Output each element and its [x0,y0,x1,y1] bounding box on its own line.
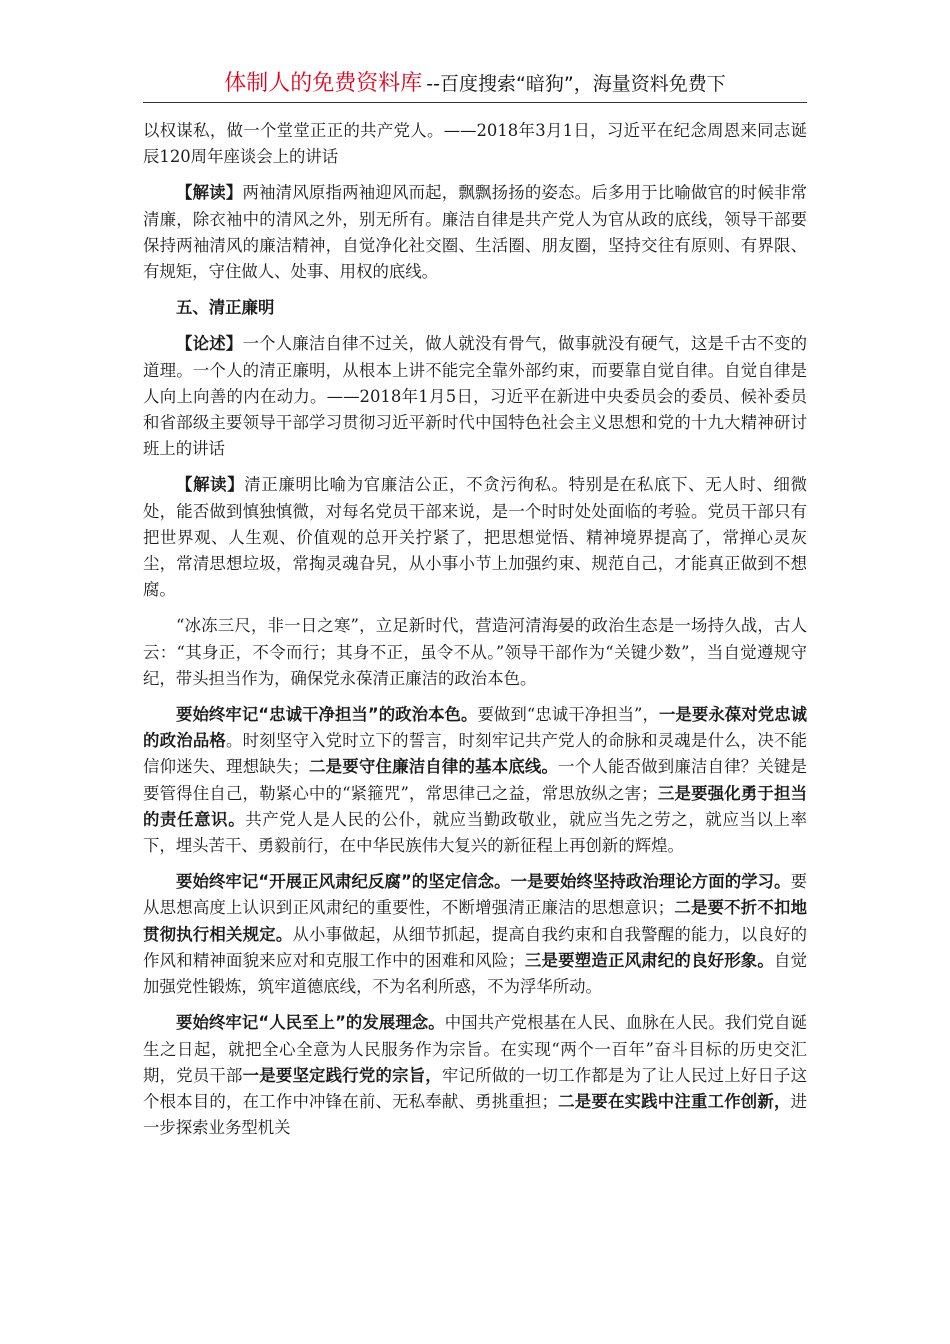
text-run: 一个人能否做到廉洁自律？关键是要管得住自己，勒紧心中的“紧箍咒”，常思律己之益，常思放纵之害； [143,757,808,803]
header-tagline: --百度搜索“暗狗”，海量资料免费下 [426,73,726,95]
text-run: 要做到“忠诚干净担当”， [477,705,659,725]
section-title: 五、清正廉明 [176,298,275,318]
bold-phrase: 要始终牢记“开展正风肃纪反腐”的坚定信念。一是要始终坚持政治理论方面的学习。 [176,872,791,892]
bold-phrase: 三是要强化勇于担当的责任意识。 [143,783,808,829]
text-run: 。时刻坚守入党时立下的誓言，时刻牢记共产党人的命脉和灵魂是什么，决不能信仰迷失、理想缺失； [143,731,808,777]
bold-phrase: 要始终牢记“忠诚干净担当”的政治本色。 [176,705,478,725]
bold-phrase: 一是要坚定践行党的宗旨， [242,1065,442,1085]
label-interpretation: 【解读】 [176,183,243,203]
label-statement: 【论述】 [176,334,243,354]
text-run: 进一步探索业务型机关 [143,1091,808,1138]
text-run: 要从思想高度上认识到正风肃纪的重要性，不断增强清正廉洁的思想意识； [143,872,807,918]
paragraph-loyalty [143,702,807,859]
header-brand: 体制人的免费资料库 [224,71,423,96]
text-run: 牢记所做的一切工作都是为了让人民过上好日子这个根本目的，在工作中冲锋在前、无私奉献、勇挑重担； [143,1065,808,1111]
paragraph-proverb: “冰冻三尺，非一日之寒”，立足新时代，营造河清海晏的政治生态是一场持久战，古人云：“其身正，不令而行；其身不正，虽令不从。”领导干部作为“关键少数”，当自觉遵规守纪，带头担当作为，确保党永葆清正廉洁的政治本色。 [143,616,807,688]
bold-phrase: 三是要塑造正风肃纪的良好形象。 [524,950,775,970]
paragraph-statement [143,331,807,462]
bold-phrase: 一是要永葆对党忠诚的政治品格 [143,705,808,751]
paragraph-quote-ending: 以权谋私，做一个堂堂正正的共产党人。——2018年3月1日，习近平在纪念周恩来同志诞辰120周年座谈会上的讲话 [143,121,807,167]
statement-text: 一个人廉洁自律不过关，做人就没有骨气，做事就没有硬气，这是千古不变的道理。一个人的清正廉明，从根本上讲不能完全靠外部约束，而要靠自觉自律。自觉自律是人向上向善的内在动力。——2018年1月5日，习近平在新进中央委员会的委员、候补委员和省部级主要领导干部学习贯彻习近平新时代中国特色社会主义思想和党的十九大精神研讨班上的讲话 [143,334,808,459]
bold-phrase: 要始终牢记“人民至上”的发展理念。 [176,1013,445,1033]
page-header [143,66,807,100]
interpretation-text: 两袖清风原指两袖迎风而起，飘飘扬扬的姿态。后多用于比喻做官的时候非常清廉，除衣袖中的清风之外，别无所有。廉洁自律是共产党人为官从政的底线，领导干部要保持两袖清风的廉洁精神，自觉净化社交圈、生活圈、朋友圈，坚持交往有原则、有界限、有规矩，守住做人、处事、用权的底线。 [143,183,808,282]
bold-phrase: 二是要不折不扣地贯彻执行相关规定。 [143,898,807,944]
text-run: 自觉加强党性锻炼，筑牢道德底线，不为名利所惑，不为浮华所动。 [143,950,808,997]
interpretation-text: 清正廉明比喻为官廉洁公正，不贪污徇私。特别是在私底下、无人时、细微处，能否做到慎独慎微，对每名党员干部来说，是一个时时处处面临的考验。党员干部只有把世界观、人生观、价值观的总开关拧紧了，把思想觉悟、精神境界提高了，常掸心灵灰尘，常清思想垃圾，常掏灵魂旮旯，从小事小节上加强约束、规范自己，才能真正做到不想腐。 [143,475,808,600]
bold-phrase: 二是要守住廉洁自律的基本底线。 [308,757,559,777]
header-divider [143,102,807,103]
bold-phrase: 二是要在实践中注重工作创新， [557,1091,791,1111]
paragraph-discipline [143,869,807,1000]
text-run: 共产党人是人民的公仆，就应当勤政敬业，就应当先之劳之，就应当以上率下，埋头苦干、勇毅前行，在中华民族伟大复兴的新征程上再创新的辉煌。 [143,809,808,856]
text-run: 从小事做起，从细节抓起，提高自我约束和自我警醒的能力，以良好的作风和精神面貌来应对和克服工作中的困难和风险； [143,924,808,970]
document-body [143,118,807,1151]
paragraph-people-first [143,1010,807,1141]
paragraph-interpretation-1 [143,180,807,285]
text-run: 中国共产党根基在人民、血脉在人民。我们党自诞生之日起，就把全心全意为人民服务作为宗旨。在实现“两个一百年”奋斗目标的历史交汇期，党员干部 [143,1013,808,1085]
label-interpretation: 【解读】 [176,475,245,495]
paragraph-interpretation-2 [143,472,807,603]
